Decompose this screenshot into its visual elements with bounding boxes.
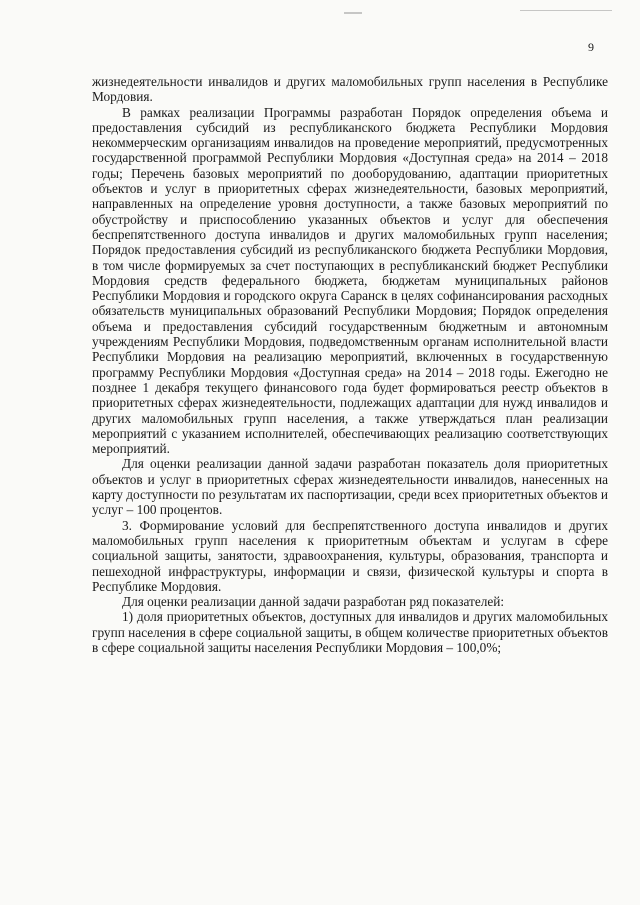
paragraph: Для оценки реализации данной задачи разработан показатель доля приоритетных объектов и услуг в приоритетных сферах жизнедеятельности инвалидов, нанесенных на карту доступности по результатам их паспортизации, среди всех приоритетных объектов и услуг – 100 процентов. <box>92 456 608 518</box>
paragraph: жизнедеятельности инвалидов и других маломобильных групп населения в Республике Мордовия. <box>92 74 608 105</box>
paragraph: В рамках реализации Программы разработан Порядок определения объема и предоставления субсидий из республиканского бюджета Республики Мордовия некоммерческим организациям инвалидов на проведение мероприятий, предусмотренных государственной программой Республики Мордовия «Доступная среда» на 2014 – 2018 годы; Перечень базовых мероприятий по дооборудованию, адаптации приоритетных объектов и услуг в приоритетных сферах жизнедеятельности, базовых мероприятий, направленных на определение уровня доступности, а также базовых мероприятий по обустройству и приспособлению указанных объектов и услуг для обеспечения беспрепятственного доступа инвалидов и других маломобильных групп населения; Порядок предоставления субсидий из республиканского бюджета Республики Мордовия, в том числе формируемых за счет поступающих в республиканский бюджет Республики Мордовия средств федерального бюджета, бюджетам муниципальных районов Республики Мордовия и городского округа Саранск в целях софинансирования расходных обязательств муниципальных образований Республики Мордовия; Порядок определения объема и предоставления субсидий государственным бюджетным и автономным учреждениям Республики Мордовия, подведомственным органам исполнительной власти Республики Мордовия на реализацию мероприятий, включенных в государственную программу Республики Мордовия «Доступная среда» на 2014 – 2018 годы. Ежегодно не позднее 1 декабря текущего финансового года будет формироваться реестр объектов в приоритетных сферах жизнедеятельности, подлежащих адаптации для нужд инвалидов и других маломобильных групп населения, а также утверждаться план реализации мероприятий с указанием исполнителей, обеспечивающих реализацию соответствующих мероприятий. <box>92 104 608 457</box>
scan-artifact <box>344 12 362 14</box>
paragraph: 1) доля приоритетных объектов, доступных для инвалидов и других маломобильных групп населения в сфере социальной защиты, в общем количестве приоритетных объектов в сфере социальной защиты населения Республики Мордовия – 100,0%; <box>92 609 608 655</box>
paragraph: Для оценки реализации данной задачи разработан ряд показателей: <box>122 594 505 610</box>
page-number: 9 <box>588 40 594 54</box>
body-text <box>92 74 608 655</box>
scan-artifact <box>520 10 612 11</box>
paragraph: 3. Формирование условий для беспрепятственного доступа инвалидов и других маломобильных групп населения к приоритетным объектам и услугам в сфере социальной защиты, занятости, здравоохранения, культуры, образования, транспорта и пешеходной инфраструктуры, информации и связи, физической культуры и спорта в Республике Мордовия. <box>92 517 608 594</box>
